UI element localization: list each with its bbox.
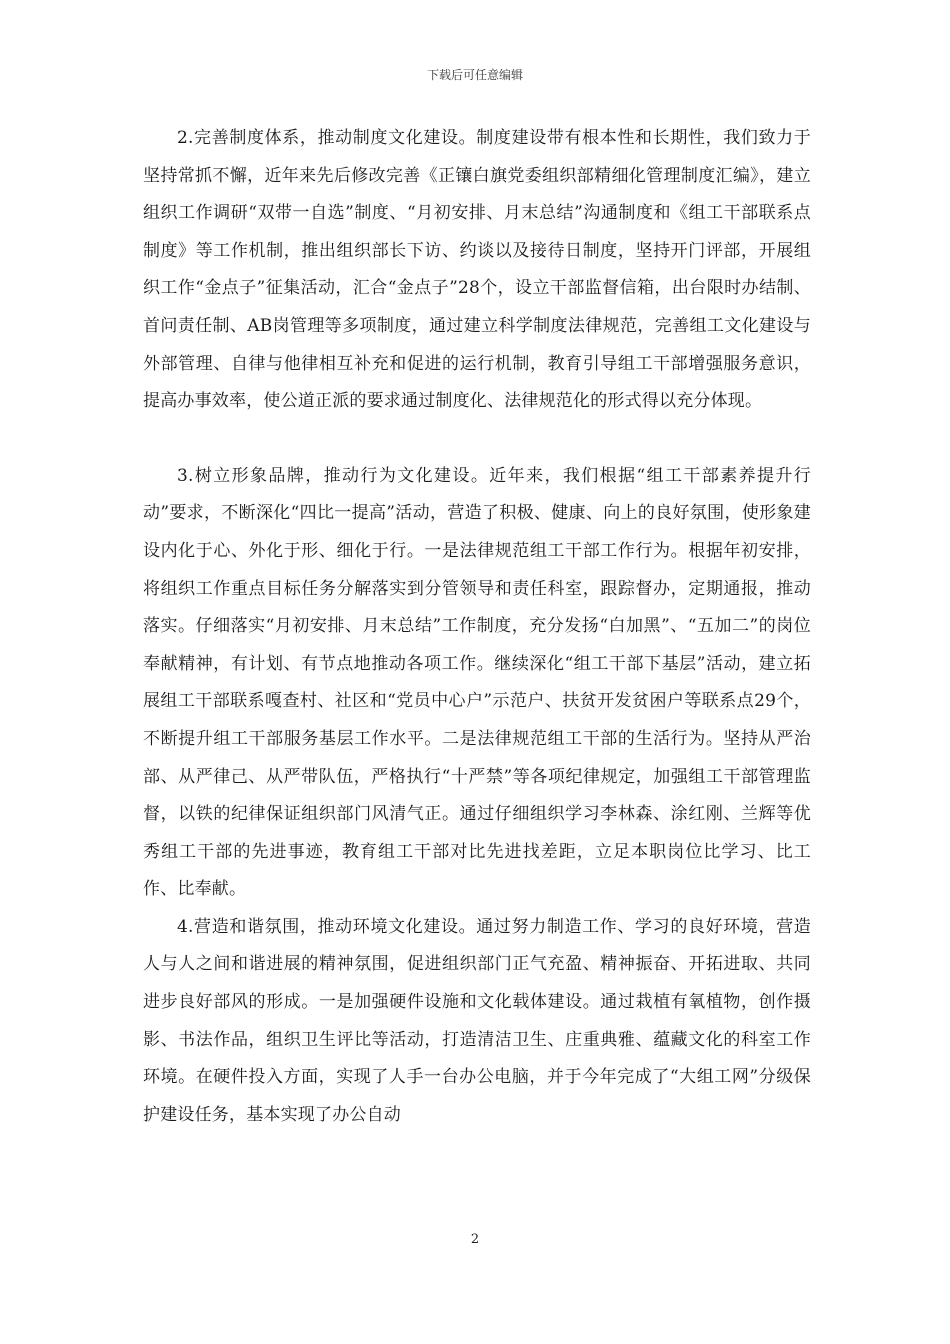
page-number: 2 [470,1232,480,1247]
paragraph-behavior-culture: 3.树立形象品牌，推动行为文化建设。近年来，我们根据“组工干部素养提升行动”要求，不断深化“四比一提高”活动，营造了积极、健康、向上的良好氛围，使形象建设内化于心、外化于形、细化于行。一是法律规范组工干部工作行为。根据年初安排，将组织工作重点目标任务分解落实到分管领导和责任科室，跟踪督办，定期通报，推动落实。仔细落实“月初安排、月末总结”工作制度，充分发扬“白加黑”、“五加二”的岗位奉献精神，有计划、有节点地推动各项工作。继续深化“组工干部下基层”活动，建立拓展组工干部联系嘎查村、社区和“党员中心户”示范户、扶贫开发贫困户等联系点29个，不断提升组工干部服务基层工作水平。二是法律规范组工干部的生活行为。坚持从严治部、从严律己、从严带队伍，严格执行“十严禁”等各项纪律规定，加强组工干部管理监督，以铁的纪律保证组织部门风清气正。通过仔细组织学习李林森、涂红刚、兰辉等优秀组工干部的先进事迹，教育组工干部对比先进找差距，立足本职岗位比学习、比工作、比奉献。 [143,465,811,900]
paragraph-institution-building: 2.完善制度体系，推动制度文化建设。制度建设带有根本性和长期性，我们致力于坚持常抓不懈，近年来先后修改完善《正镶白旗党委组织部精细化管理制度汇编》，建立组织工作调研“双带一自选”制度、“月初安排、月末总结”沟通制度和《组工干部联系点制度》等工作机制，推出组织部长下访、约谈以及接待日制度，坚持开门评部，开展组织工作“金点子”征集活动，汇合“金点子”28个，设立干部监督信箱，出台限时办结制、首问责任制、AB岗管理等多项制度，通过建立科学制度法律规范，完善组工文化建设与外部管理、自律与他律相互补充和促进的运行机制，教育引导组工干部增强服务意识，提高办事效率，使公道正派的要求通过制度化、法律规范化的形式得以充分体现。 [143,128,811,412]
paragraph-environment-culture: 4.营造和谐氛围，推动环境文化建设。通过努力制造工作、学习的良好环境，营造人与人之间和谐进展的精神氛围，促进组织部门正气充盈、精神振奋、开拓进取、共同进步良好部风的形成。一是加强硬件设施和文化载体建设。通过栽植有氧植物，创作摄影、书法作品，组织卫生评比等活动，打造清洁卫生、庄重典雅、蕴藏文化的科室工作环境。在硬件投入方面，实现了人手一台办公电脑，并于今年完成了“大组工网”分级保护建设任务，基本实现了办公自动 [143,916,811,1125]
page-header: 下载后可任意编辑 [426,68,523,82]
document-body [143,120,811,1134]
